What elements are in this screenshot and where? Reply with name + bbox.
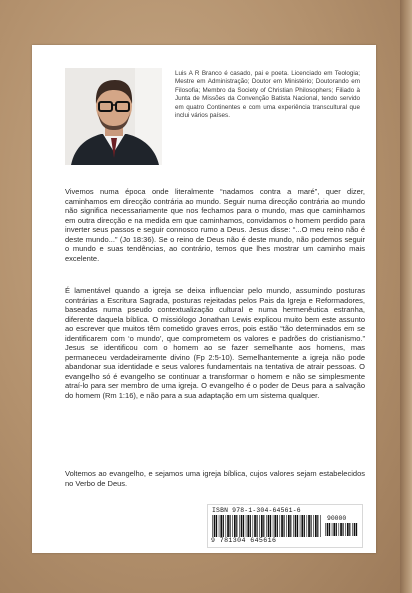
barcode-addon-code: 90000 bbox=[327, 515, 347, 522]
barcode-digits: 9 781304 645616 bbox=[211, 537, 277, 544]
author-portrait-image bbox=[65, 68, 162, 165]
paragraph-1: Vivemos numa época onde literalmente “nadamos contra a maré”, quer dizer, caminhamos em direcção contrária ao mundo. Seguir numa direcção contrária ao mundo não significa necessariamente que nos fechamos para o mundo, mas que caminhamos em outra direcção e na medida em que caminhamos, convidamos o homem perdido para inverter seus passos e seguir connosco rumo a Deus. Jesus disse: “...O meu reino não é deste mundo...” (Jo 18:36). Se o reino de Deus não é deste mundo, não podemos seguir o mundo e suas tendências, ao contrário, temos que lhes mostrar um caminho mais excelente. bbox=[65, 187, 365, 263]
book-spine-edge bbox=[400, 0, 412, 593]
author-photo bbox=[65, 68, 162, 165]
isbn-label: ISBN 978-1-304-64561-6 bbox=[212, 507, 301, 514]
author-bio: Luis A R Branco é casado, pai e poeta. Licenciado em Teologia; Mestre em Administração; Doutor em Ministério; Doutorando em Filosofia; Membro da Society of Christian Philosophers; Filiado à Junta de Missões da Convenção Batista Nacional, tendo servido em quatro Continentes e com uma experiência transcultural que inclui vários países. bbox=[175, 70, 360, 120]
barcode-bars bbox=[212, 515, 322, 537]
paragraph-3: Voltemos ao evangelho, e sejamos uma igreja bíblica, cujos valores sejam estabelecidos no Verbo de Deus. bbox=[65, 469, 365, 488]
barcode-addon-bars bbox=[325, 523, 359, 536]
paragraph-2: É lamentável quando a igreja se deixa influenciar pelo mundo, assumindo posturas contrárias a Escritura Sagrada, posturas rejeitadas pelos Pais da Igreja e Reformadores, baseadas numa pseudo contextualização cultural e numa hermenêutica estranha, diferente daquela bíblica. O missiólogo Jonathan Lewis explicou muito bem este assunto ao escrever que muitos têm cometido graves erros, pois estão “tão determinados em se identificarem com ‘o mundo’, que comprometem os valores e padrões do cristianismo.” Jesus se identificou com o homem ao se fazer semelhante aos homens, mas permaneceu verdadeiramente divino (Fp 2:5-10). Semelhantemente a igreja não pode abandonar sua identidade e seus valores fundamentais na tentativa de atrair pessoas. O evangelho só é evangelho se continuar a transformar o homem e não se simplesmente atraí-lo para ser membro de uma igreja. O evangelho é o poder de Deus para a salvação do homem (Rm 1:16), e não para a sua adaptação em um sistema qualquer. bbox=[65, 286, 365, 401]
text-panel bbox=[32, 45, 376, 553]
isbn-barcode bbox=[207, 504, 363, 548]
